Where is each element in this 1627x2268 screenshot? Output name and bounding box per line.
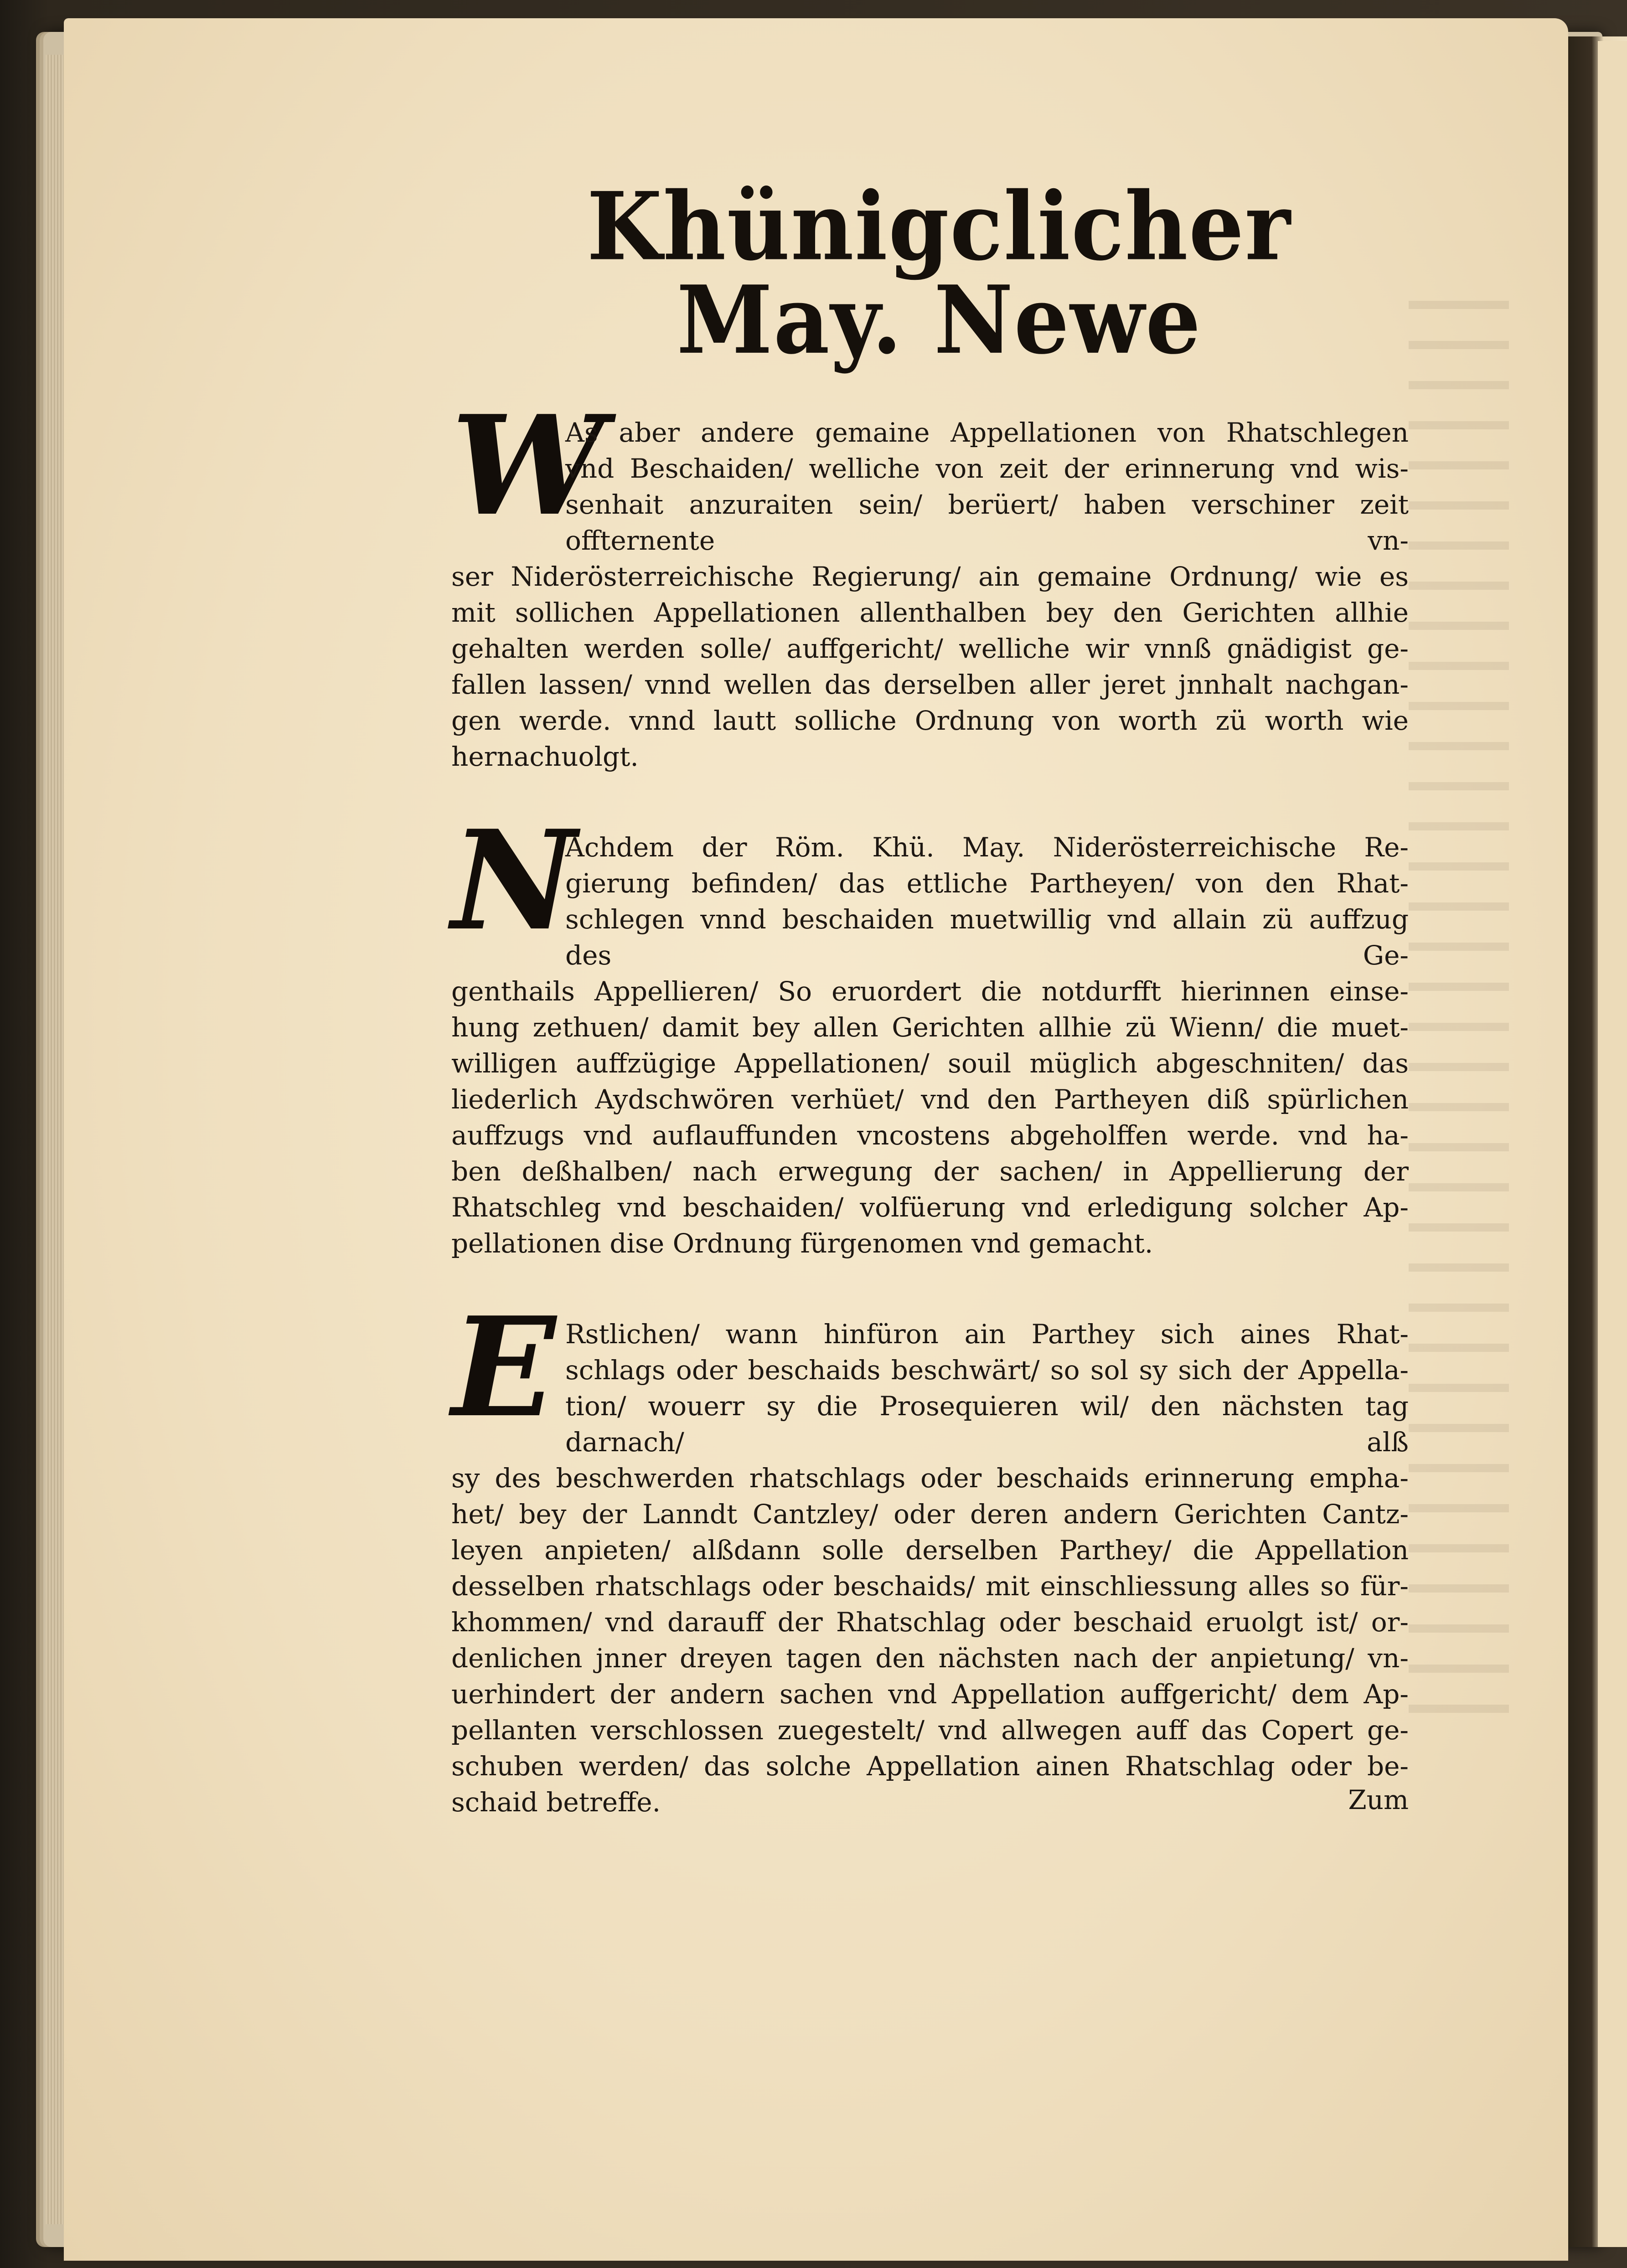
text-line: gehalten werden solle/ auffgericht/ welliche wir vnnß gnädigist ge- [451, 633, 1409, 664]
text-line: sy des beschwerden rhatschlags oder beschaids erinnerung empha- [451, 1463, 1409, 1494]
text-line: vnd Beschaiden/ welliche von zeit der erinnerung vnd wis- [565, 453, 1409, 484]
text-line: schaid betreffe. [451, 1787, 661, 1818]
text-line: Rstlichen/ wann hinfüron ain Parthey sich aines Rhat- [565, 1319, 1409, 1350]
text-line: het/ bey der Lanndt Cantzley/ oder deren andern Gerichten Cantz- [451, 1499, 1409, 1530]
text-line: fallen lassen/ vnnd wellen das derselben aller jeret jnnhalt nachgan- [451, 669, 1409, 700]
text-line: khommen/ vnd darauff der Rhatschlag oder beschaid eruolgt ist/ or- [451, 1607, 1409, 1638]
paragraph-1 [451, 385, 1409, 775]
facing-page-edge [1598, 41, 1627, 2247]
text-line: schuben werden/ das solche Appellation ainen Rhatschlag oder be- [451, 1751, 1409, 1782]
show-through-text [1409, 301, 1509, 1714]
text-line: ser Niderösterreichische Regierung/ ain gemaine Ordnung/ wie es [451, 561, 1409, 592]
paragraph-3 [451, 1287, 1409, 1820]
drop-cap: N [451, 800, 577, 961]
drop-cap: E [451, 1287, 556, 1448]
catchword: Zum [1348, 1784, 1409, 1815]
paragraph-2 [451, 800, 1409, 1262]
text-line: leyen anpieten/ alßdann solle derselben Parthey/ die Appellation [451, 1535, 1409, 1566]
text-line: Rhatschleg vnd beschaiden/ volfüerung vnd erledigung solcher Ap- [451, 1192, 1409, 1223]
text-line: hernachuolgt. [451, 741, 639, 772]
page-content [451, 171, 1409, 1875]
text-line: schlegen vnnd beschaiden muetwillig vnd allain zü auffzug des Ge- [565, 904, 1409, 971]
text-line: As aber andere gemaine Appellationen von Rhatschlegen [565, 417, 1409, 448]
text-line: tion/ wouerr sy die Prosequieren wil/ den nächsten tag darnach/ alß [565, 1391, 1409, 1458]
text-line: pellanten verschlossen zuegestelt/ vnd allwegen auff das Copert ge- [451, 1715, 1409, 1746]
text-line: denlichen jnner dreyen tagen den nächsten nach der anpietung/ vn- [451, 1643, 1409, 1674]
text-line: Achdem der Röm. Khü. May. Niderösterreichische Re- [565, 832, 1409, 863]
text-line: auffzugs vnd auflauffunden vncostens abgeholffen werde. vnd ha- [451, 1120, 1409, 1151]
text-line: desselben rhatschlags oder beschaids/ mit einschliessung alles so für- [451, 1571, 1409, 1602]
drop-cap: W [451, 385, 605, 546]
text-line: liederlich Aydschwören verhüet/ vnd den Partheyen diß spürlichen [451, 1084, 1409, 1115]
text-line: ben deßhalben/ nach erwegung der sachen/ in Appellierung der [451, 1156, 1409, 1187]
text-line: mit sollichen Appellationen allenthalben bey den Gerichten allhie [451, 597, 1409, 628]
text-line: gen werde. vnnd lautt solliche Ordnung von worth zü worth wie [451, 705, 1409, 736]
text-line: gierung befinden/ das ettliche Partheyen/ von den Rhat- [565, 868, 1409, 899]
text-line: genthails Appellieren/ So eruordert die notdurfft hierinnen einse- [451, 976, 1409, 1007]
text-line: senhait anzuraiten sein/ berüert/ haben verschiner zeit offternente vn- [565, 489, 1409, 556]
text-line: schlags oder beschaids beschwärt/ so sol sy sich der Appella- [565, 1355, 1409, 1386]
text-line: willigen auffzügige Appellationen/ souil müglich abgeschniten/ das [451, 1048, 1409, 1079]
page-title: Khünigclicher May. Newe [587, 171, 1291, 375]
text-line: hung zethuen/ damit bey allen Gerichten allhie zü Wienn/ die muet- [451, 1012, 1409, 1043]
text-line: pellationen dise Ordnung fürgenomen vnd gemacht. [451, 1228, 1153, 1259]
text-line: uerhindert der andern sachen vnd Appellation auffgericht/ dem Ap- [451, 1679, 1409, 1710]
